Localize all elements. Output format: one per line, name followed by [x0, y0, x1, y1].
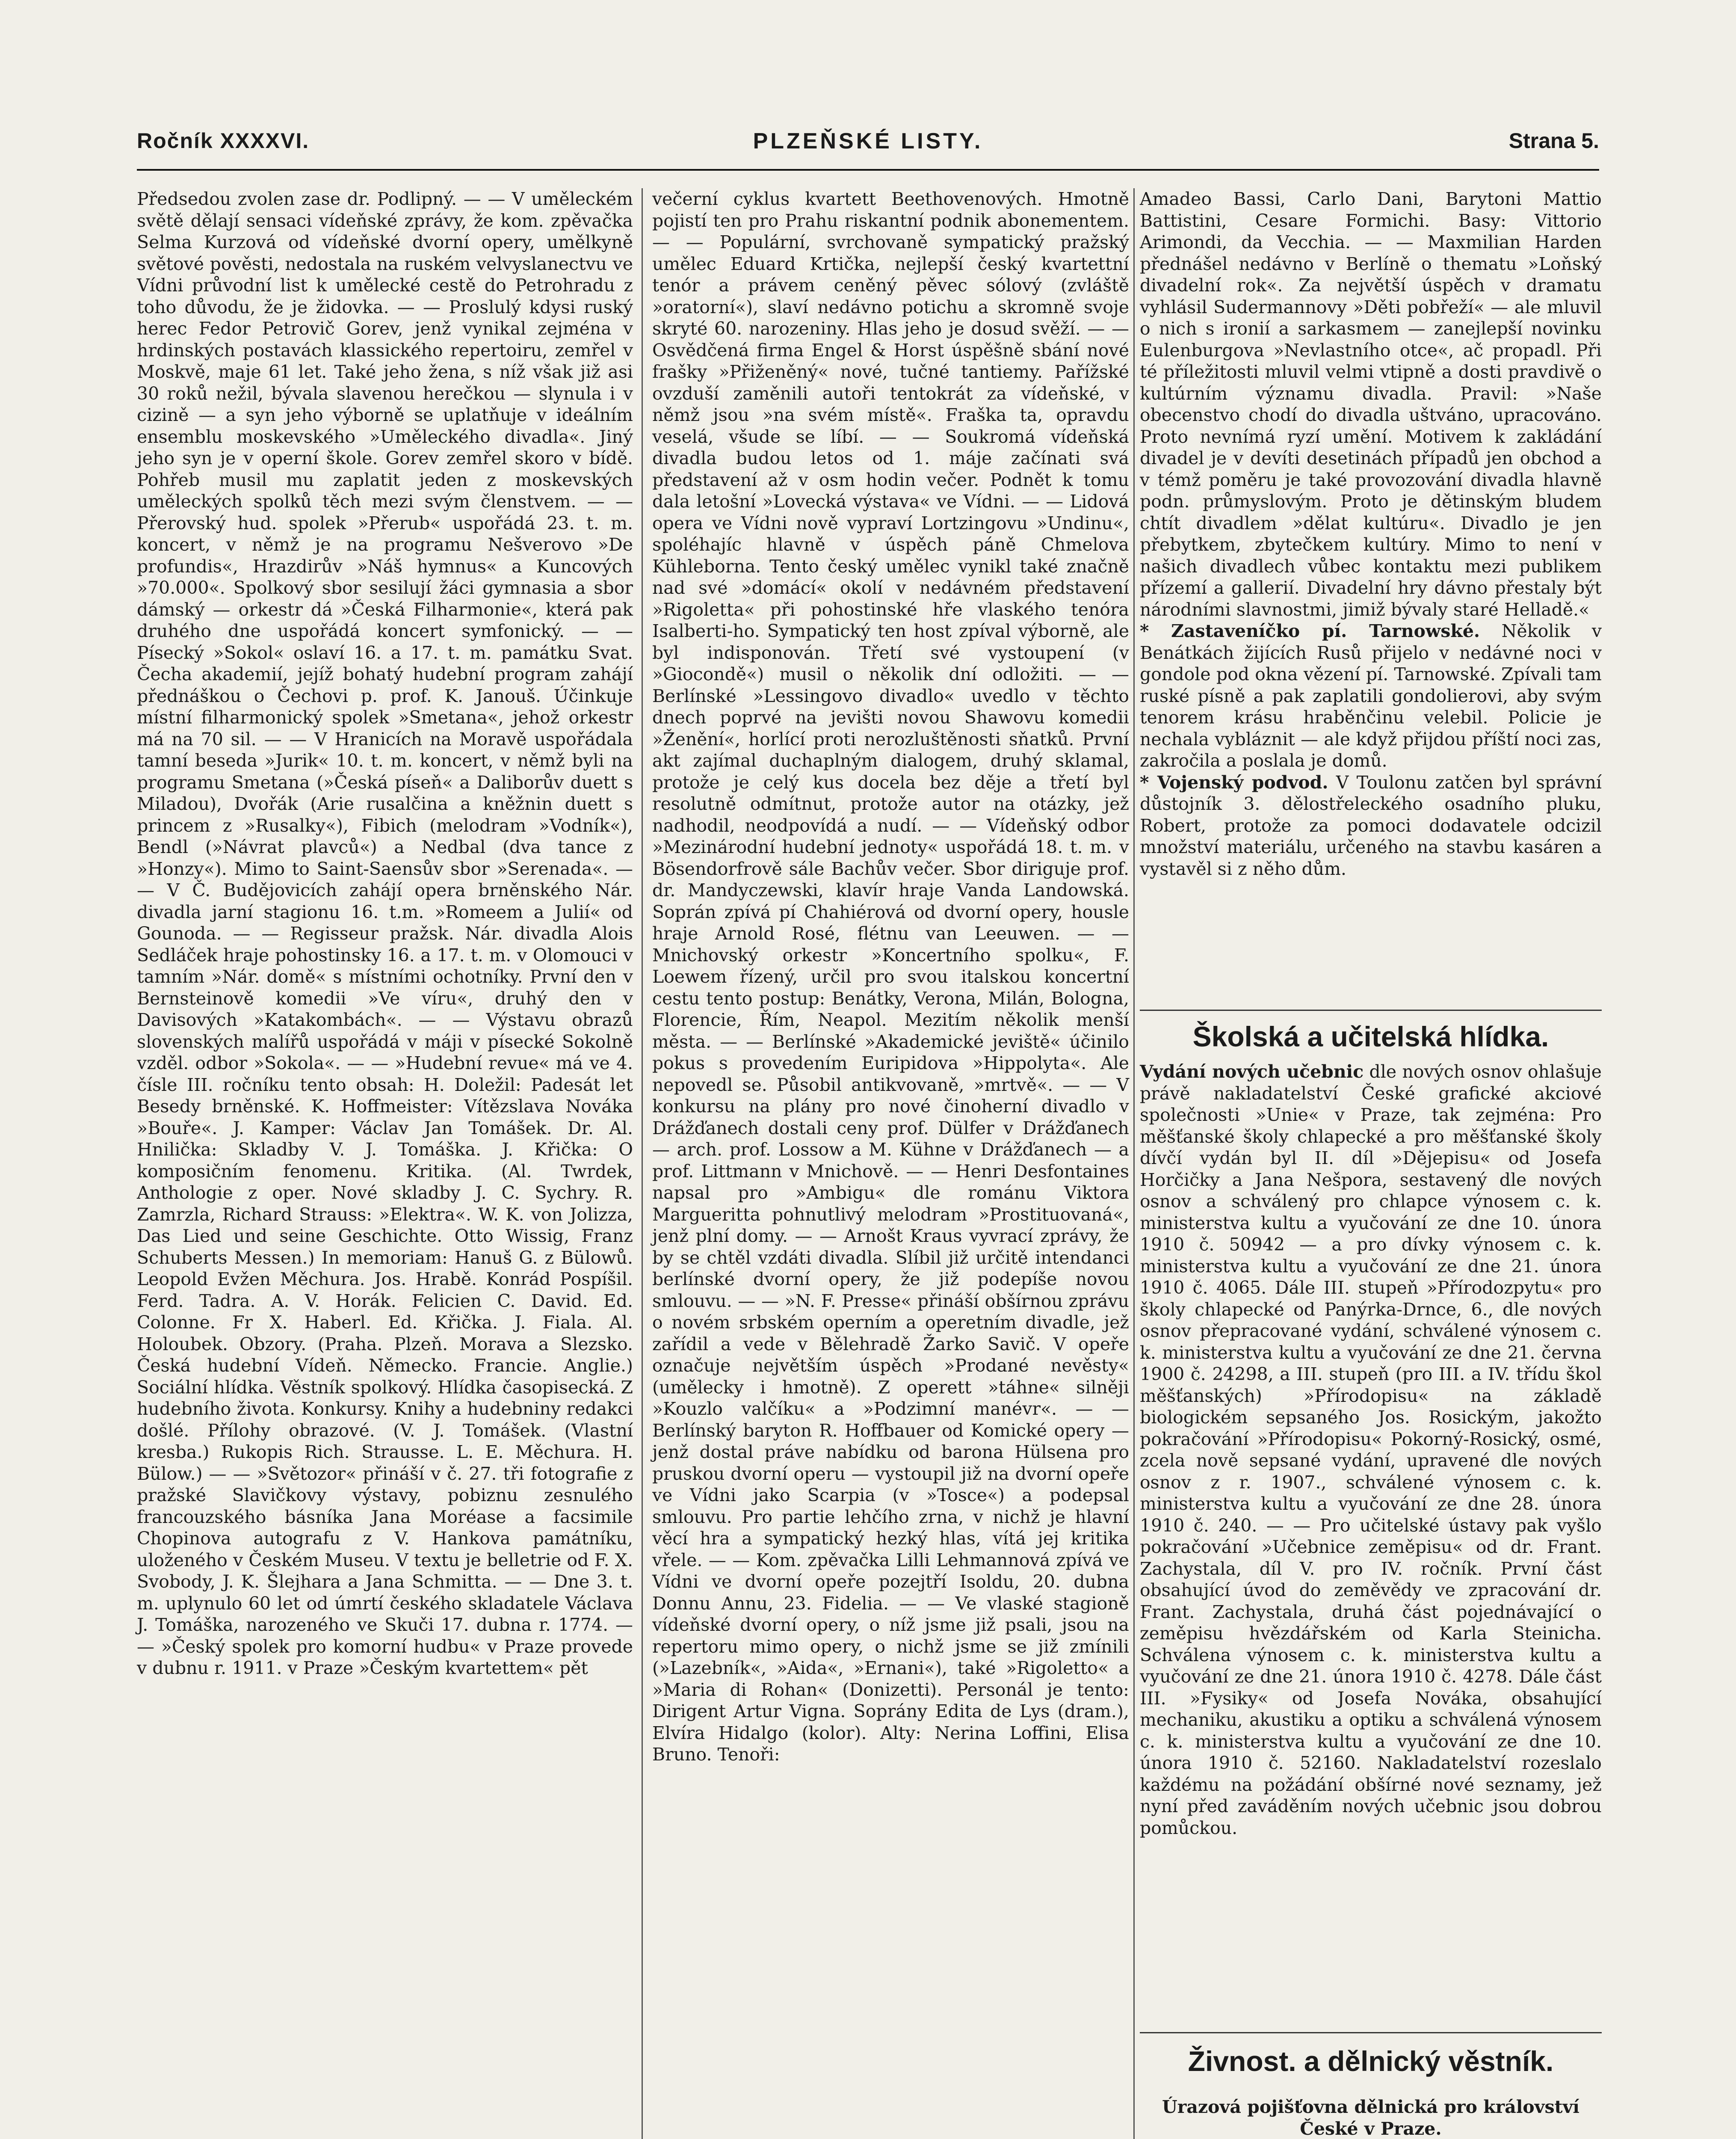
volume-label: Ročník XXXXVI. — [137, 129, 310, 153]
school-text: dle nových osnov ohlašuje právě nakladatelství České grafické akciové společnosti »Unie« v Praze, tak zejména: Pro měšťanské školy chlapecké a pro měšťanské školy dívčí vydán byl II. díl »Dějepisu« od Josefa Horčičky a Jana Nešpora, sestavený dle nových osnov a schválený pro chlapce výnosem c. k. ministerstva kultu a vyučování ze dne 10. února 1910 č. 50942 — a pro dívky výnosem c. k. ministerstva kultu a vyučování ze dne 21. února 1910 č. 4065. Dále III. stupeň »Přírodozpytu« pro školy chlapecké od Panýrka-Drnce, 6., dle nových osnov přepracované vydání, schválené výnosem c. k. ministerstva kultu a vyučování ze dne 21. června 1900 č. 24298, a III. stupeň (pro III. a IV. třídu škol měšťanských) »Přírodopisu« na základě biologickém sepsaného Jos. Rosickým, jakožto pokračování »Přírodopisu« Pokorný-Rosický, osmé, zcela nově sepsané vydání, upravené dle nových osnov z r. 1907., schválené výnosem c. k. ministerstva kultu a vyučování ze dne 28. února 1910 č. 240. — — Pro učitelské ústavy pak vyšlo pokračování »Učebnice zeměpisu« od dr. Frant. Zachystala, díl V. pro IV. ročník. První část obsahující úvod do zeměvědy ve zpracování dr. Frant. Zachystala, druhá část pojednávající o zeměpisu hvězdářském od Karla Steinicha. Schválena výnosem c. k. ministerstva kultu a vyučování ze dne 21. února 1910 č. 4278. Dále část III. »Fysiky« od Josefa Nováka, obsahující mechaniku, akustiku a optiku a schválená výnosem c. k. ministerstva kultu a vyučování ze dne 10. února 1910 č. 52160. Nakladatelství rozeslalo každému na požádání obšírné nové seznamy, jež nyní před zaváděním nových učebnic jsou dobrou pomůckou. — [1140, 1061, 1602, 1838]
column-2 — [652, 188, 1129, 2139]
column-1-text: Předsedou zvolen zase dr. Podlipný. — — V uměleckém světě dělají sensaci vídeňské zprávy, že kom. zpěvačka Selma Kurzová od vídeňské dvorní opery, umělkyně světové pověsti, nedostala na ruském velvyslanectvu ve Vídni průvodní list k umělecké cestě do Petrohradu z toho důvodu, že je židovka. — — Proslulý kdysi ruský herec Fedor Petrovič Gorev, jenž vynikal zejména v hrdinských postavách klassického repertoiru, zemřel v Moskvě, maje 61 let. Také jeho žena, s níž však již asi 30 roků nežil, bývala slavenou herečkou — slynula i v cizině — a syn jeho výborně se uplatňuje v ideálním ensemblu moskevského »Uměleckého divadla«. Jiný jeho syn je v operní škole. Gorev zemřel skoro v bídě. Pohřeb musil mu zaplatit jeden z moskevských uměleckých spolků těch mezi svým členstvem. — — Přerovský hud. spolek »Přerub« uspořádá 23. t. m. koncert, v němž je na programu Nešverovo »De profundis«, Hrazdirův »Náš hymnus« a Kuncových »70.000«. Spolkový sbor sesilují žáci gymnasia a sbor dámský — orkestr dá »Česká Filharmonie«, která pak druhého dne uspořádá koncert symfonický. — — Písecký »Sokol« oslaví 16. a 17. t. m. památku Svat. Čecha akademií, jejíž bohatý hudební program zahájí přednáškou o Čechovi p. prof. K. Janouš. Účinkuje místní filharmonický spolek »Smetana«, jehož orkestr má na 70 sil. — — V Hranicích na Moravě uspořádala tamní beseda »Jurik« 10. t. m. koncert, v němž byli na programu Smetana (»Česká píseň« a Daliborův duett s Miladou), Dvořák (Arie rusalčina a kněžnin duett s princem z »Rusalky«), Fibich (melodram »Vodník«), Bendl (»Návrat plavců«) a Nedbal (dva tance z »Honzy«). Mimo to Saint-Saensův sbor »Serenada«. — — V Č. Budějovicích zahájí opera brněnského Nár. divadla jarní stagionu 16. t.m. »Romeem a Julií« od Gounoda. — — Regisseur pražsk. Nár. divadla Alois Sedláček hraje pohostinsky 16. a 17. t. m. v Olomouci v tamním »Nár. domě« s místními ochotníky. První den v Bernsteinově komedii »Ve víru«, druhý den v Davisových »Katakombách«. — — Výstavu obrazů slovenských malířů uspořádá v máji v písecké Sokolně vzděl. odbor »Sokola«. — — »Hudební revue« má ve 4. čísle III. ročníku tento obsah: H. Doležil: Padesát let Besedy brněnské. K. Hoffmeister: Vítězslava Nováka »Bouře«. J. Kamper: Václav Jan Tomášek. Dr. Al. Hnilička: Skladby V. J. Tomáška. J. Křička: O komposičním fenomenu. Kritika. (Al. Twrdek, Anthologie z oper. Nové skladby J. C. Sychry. R. Zamrzla, Richard Strauss: »Elektra«. W. K. von Jolizza, Das Lied und seine Geschichte. Otto Wissig, Franz Schuberts Messen.) In memoriam: Hanuš G. z Bülowů. Leopold Evžen Měchura. Jos. Hrabě. Konrád Pospíšil. Ferd. Tadra. A. V. Horák. Felicien C. David. Ed. Colonne. Fr X. Haberl. Ed. Křička. J. Fiala. Al. Holoubek. Obzory. (Praha. Plzeň. Morava a Slezsko. Česká hudební Vídeň. Německo. Francie. Anglie.) Sociální hlídka. Věstník spolkový. Hlídka časopisecká. Z hudebního života. Konkursy. Knihy a hudebniny redakci došlé. Přílohy obrazové. (V. J. Tomášek. (Vlastní kresba.) Rukopis Rich. Strausse. L. E. Měchura. H. Bülow.) — — »Světozor« přináší v č. 27. tři fotografie z pražské Slavičkovy výstavy, pobiznu zesnulého francouzského básníka Jana Moréase a facsimile Chopinova autografu z V. Hankova památníku, uloženého v Českém Museu. V textu je belletrie od F. X. Svobody, J. K. Šlejhara a Jana Schmitta. — — Dne 3. t. m. uplynulo 60 let od úmrtí českého skladatele Václava J. Tomáška, narozeného ve Skuči 17. dubna r. 1774. — — »Český spolek pro komorní hudbu« v Praze provede v dubnu r. 1911. v Praze »Českým kvartettem« pět — [137, 189, 633, 1678]
column-1 — [137, 188, 633, 2139]
page-number: Strana 5. — [1508, 129, 1599, 153]
column-3 — [1140, 188, 1602, 1052]
column-divider — [1133, 188, 1135, 2139]
notice-fraud — [1140, 772, 1602, 880]
notice-tarnowska — [1140, 620, 1602, 772]
column-2-text: večerní cyklus kvartett Beethovenových. Hmotně pojistí ten pro Prahu riskantní podnik abonementem. — — Populární, svrchovaně sympatický pražský umělec Eduard Krtička, nejlepší český kvartettní tenór a právem ceněný pěvec sólový (zvláště »oratorní«), slaví nedávno potichu a skromně svoje skryté 60. narozeniny. Hlas jeho je dosud svěží. — — Osvědčená firma Engel & Horst úspěšně sbání nové frašky »Přiženěný« nové, tučné tantiemy. Pařížské ovzduší zaměnili autoři tentokrát za vídeňské, v němž jsou »na svém místě«. Fraška ta, opravdu veselá, všude se líbí. — — Soukromá vídeňská divadla budou letos od 1. máje začínati svá představení až v osm hodin večer. Podnět k tomu dala letošní »Lovecká výstava« ve Vídni. — — Lidová opera ve Vídni nově vypraví Lortzingovu »Undinu«, spoléhajíc hlavně v úspěch páně Chmelova Kühleborna. Tento český umělec vynikl také značně nad své »domácí« okolí v nedávném představení »Rigoletta« při pohostinské hře vlaského tenóra Isalberti-ho. Sympatický ten host zpíval výborně, ale byl indisponován. Třetí své vystoupení (v »Giocondě«) musil o několik dní odložiti. — — Berlínské »Lessingovo divadlo« uvedlo v těchto dnech poprvé na jevišti novou Shawovu komedii »Ženění«, horlící proti nerozluštěnosti sňatků. První akt zajímal duchaplným dialogem, druhý sklamal, protože je celý kus docela bez děje a třetí byl resolutně odmítnut, protože autor na otázky, jež nadhodil, neodpovídá a nudí. — — Vídeňský odbor »Mezinárodní hudební jednoty« uspořádá 18. t. m. v Bösendorfrově sále Bachův večer. Sbor diriguje prof. dr. Mandyczewski, klavír hraje Vanda Landowská. Soprán zpívá pí Chahiérová od dvorní opery, housle hraje Arnold Rosé, flétnu van Leeuwen. — — Mnichovský orkestr »Koncertního spolku«, F. Loewem řízený, určil pro svou italskou koncertní cestu tento postup: Benátky, Verona, Milán, Bologna, Florencie, Řím, Neapol. Mezitím několik menší města. — — Berlínské »Akademické jeviště« účinilo pokus s provedením Euripidova »Hippolyta«. Ale nepovedl se. Působil antikvovaně, »mrtvě«. — — V konkursu na plány pro nové činoherní divadlo v Drážďanech dostali ceny prof. Dülfer v Drážďanech — arch. prof. Lossow a M. Kühne v Drážďanech — a prof. Littmann v Mnichově. — — Henri Desfontaines napsal pro »Ambigu« dle románu Viktora Margueritta pohnutlivý melodram »Prostituovaná«, jenž plní domy. — — Arnošt Kraus vyvrací zprávy, že by se chtěl vzdáti divadla. Slíbil již určitě intendanci berlínské dvorní opery, že již podepíše novou smlouvu. — — »N. F. Presse« přináší obšírnou zprávu o novém srbském operním a operetním divadle, jež zařídil a vede v Bělehradě Žarko Savič. V opeře označuje největším úspěch »Prodané nevěsty« (umělecky i hmotně). Z operett »táhne« silněji »Kouzlo valčíku« a »Podzimní manévr«. — — Berlínský baryton R. Hoffbauer od Komické opery — jenž dostal práve nabídku od barona Hülsena pro pruskou dvorní operu — vystoupil již na dvorní opeře ve Vídni jako Scarpia (v »Tosce«) a podepsal smlouvu. Pro partie lehčího zrna, v nichž je hlavní věcí hra a sympatický hezký hlas, vítá jej kritika vřele. — — Kom. zpěvačka Lilli Lehmannová zpívá ve Vídni ve dvorní opeře pozejtří Isoldu, 20. dubna Donnu Annu, 23. Fidelia. — — Ve vlaské stagioně vídeňské dvorní opery, o níž jsme již psali, jsou na repertoru mimo opery, o nichž jsme se již zmínili (»Lazebník«, »Aida«, »Ernani«), také »Rigoletto« a »Maria di Rohan« (Donizetti). Personál je tento: Dirigent Artur Vigna. Soprány Edita de Lys (dram.), Elvíra Hidalgo (kolor). Alty: Nerina Loffini, Elisa Bruno. Tenoři: — [652, 189, 1129, 1765]
notice-tarnowska-title: * Zastaveníčko pí. Tarnowské. — [1140, 621, 1480, 641]
notice-tarnowska-text: Několik v Benátkách žijících Rusů přijelo v nedávné noci v gondole pod okna vězení pí. Tarnowské. Zpívali tam ruské písně a pak zaplatili gondolierovi, aby svým tenorem krásu hraběnčinu velebil. Policie je nechala vybláznit — ale když přijdou příští noci zas, zakročila a poslala je domů. — [1140, 621, 1602, 771]
masthead: PLZEŇSKÉ LISTY. — [753, 129, 983, 154]
school-section — [1140, 1061, 1602, 1838]
section-rule — [1140, 2032, 1602, 2033]
notice-fraud-text: V Toulonu zatčen byl správní důstojník 3. dělostřeleckého osadního pluku, Robert, protože za pomoci dodavatele odcizil množství materiálu, určeného na stavbu kasáren a vystavěl si z něho dům. — [1140, 772, 1602, 879]
trade-lead: Úrazová pojišťovna dělnická pro království České v Praze. — [1162, 2097, 1580, 2139]
trade-section — [1140, 2096, 1602, 2139]
page-header — [137, 128, 1599, 163]
school-lead: Vydání nových učebnic — [1140, 1061, 1364, 1082]
column-3-text: Amadeo Bassi, Carlo Dani, Barytoni Mattio Battistini, Cesare Formichi. Basy: Vittorio Arimondi, da Vecchia. — — Maxmilian Harden přednášel nedávno v Berlíně o thematu »Loňský divadelní rok«. Za největší úspěch v dramatu vyhlásil Sudermannovy »Děti pobřeží« — ale mluvil o nich s ironií a sarkasmem — zanejlepší novinku Eulenburgova »Nevlastního otce«, ač propadl. Při té příležitosti mluvil velmi vtipně a dosti pravdivě o kultúrním významu divadla. Pravil: »Naše obecenstvo chodí do divadla uštváno, upracováno. Proto nevnímá ryzí umění. Motivem k zakládání divadel je v devíti desetinách případů jen obchod a v témž poměru je také provozování divadla hlavně podn. průmyslovým. Proto je dětinským bludem chtít divadlem »dělat kultúru«. Divadlo je jen přebytkem, zbytečkem kultúry. Mimo to není v našich divadlech vůbec kontaktu mezi publikem přízemí a gallerií. Divadelní hry dávno přestaly být národními slavnostmi, jimiž bývaly staré Helladě.« — [1140, 189, 1602, 620]
notice-fraud-title: * Vojenský podvod. — [1140, 772, 1328, 793]
school-section-heading: Školská a učitelská hlídka. — [1192, 1021, 1549, 1052]
trade-section-heading: Živnost. a dělnický věstník. — [1188, 2045, 1554, 2077]
column-divider — [642, 188, 643, 2139]
section-rule — [1140, 1010, 1602, 1011]
header-rule — [137, 169, 1599, 171]
